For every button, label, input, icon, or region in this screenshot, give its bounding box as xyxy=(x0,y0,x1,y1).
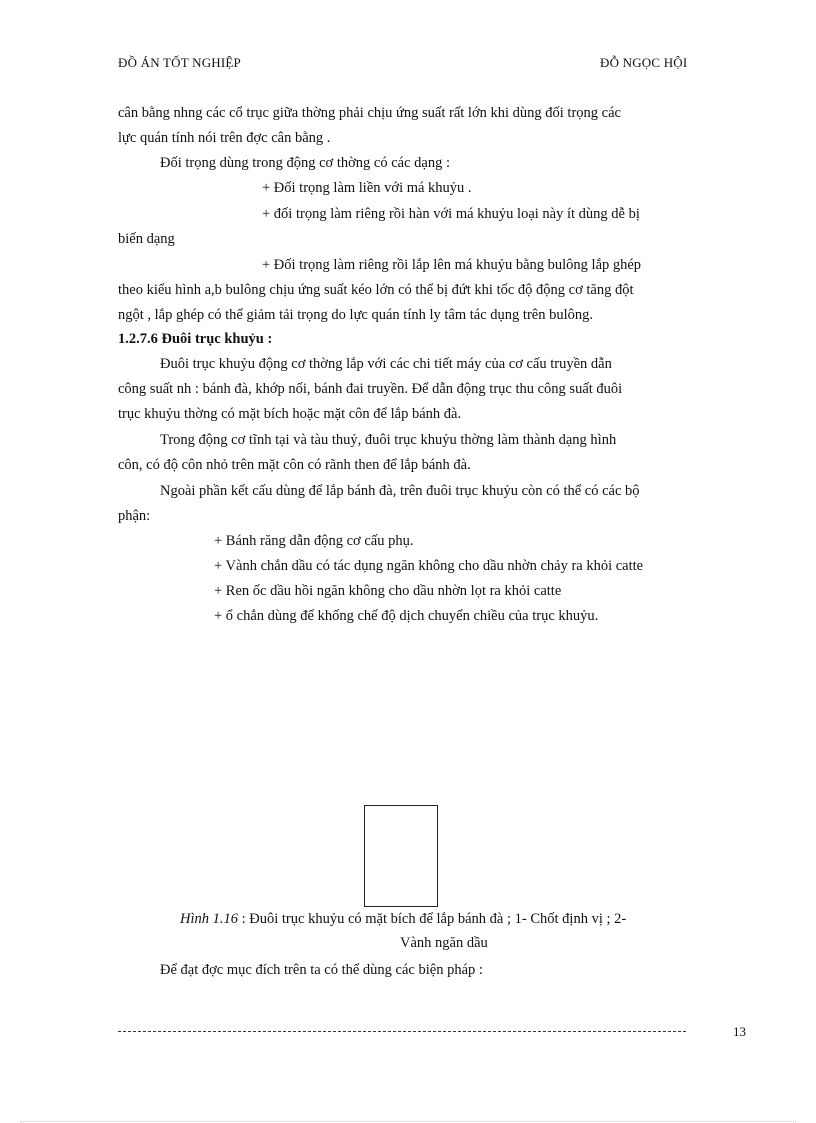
body-line: cân bằng nhng các cổ trục giữa thờng phải chịu ứng suất rất lớn khi dùng đối trọng các xyxy=(118,105,621,121)
body-line: phận: xyxy=(118,508,151,524)
body-line: Đối trọng dùng trong động cơ thờng có các dạng : xyxy=(160,155,450,171)
body-line: công suất nh : bánh đà, khớp nối, bánh đai truyền. Để dẫn động trục thu công suất đuôi xyxy=(118,381,623,397)
body-line: theo kiểu hình a,b bulông chịu ứng suất kéo lớn có thể bị đứt khi tốc độ động cơ tăng đột xyxy=(118,282,634,298)
body-line: côn, có độ côn nhỏ trên mặt côn có rãnh then để lắp bánh đà. xyxy=(118,457,471,473)
caption-text: : Đuôi trục khuỷu có mặt bích để lắp bánh đà ; 1- Chốt định vị ; 2- xyxy=(238,911,627,927)
bullet-line: + Đối trọng làm riêng rồi lắp lên má khuỷu bằng bulông lắp ghép xyxy=(262,257,642,273)
bullet-line: + đối trọng làm riêng rồi hàn với má khuỷu loại này ít dùng dễ bị xyxy=(262,206,640,222)
list-item: + Bánh răng dẫn động cơ cấu phụ. xyxy=(214,533,414,549)
body-line: Trong động cơ tĩnh tại và tàu thuỷ, đuôi trục khuỷu thờng làm thành dạng hình xyxy=(160,432,617,448)
body-line: trục khuỷu thờng có mặt bích hoặc mặt côn để lắp bánh đà. xyxy=(118,406,462,422)
list-item: + ổ chắn dùng để khống chế độ dịch chuyển chiều của trục khuỷu. xyxy=(214,608,599,624)
list-item: + Vành chắn dầu có tác dụng ngăn không cho dầu nhờn chảy ra khỏi catte xyxy=(214,558,644,574)
caption-label: Hình 1.16 xyxy=(180,911,238,927)
body-line: lực quán tính nói trên đợc cân bằng . xyxy=(118,130,331,146)
figure-caption xyxy=(180,910,626,928)
body-line: Đuôi trục khuỷu động cơ thờng lắp với các chi tiết máy của cơ cấu truyền dẫn xyxy=(160,356,612,372)
page-number: 13 xyxy=(733,1024,746,1039)
section-heading: 1.2.7.6 Đuôi trục khuỷu : xyxy=(118,331,273,347)
body-line: Ngoài phần kết cấu dùng để lắp bánh đà, trên đuôi trục khuỷu còn có thể có các bộ xyxy=(160,483,640,499)
caption-line2: Vành ngăn dầu xyxy=(400,935,488,951)
footer-rule xyxy=(118,1031,686,1032)
list-item: + Ren ốc dầu hồi ngăn không cho dầu nhờn lọt ra khỏi catte xyxy=(214,583,562,599)
body-line: Để đạt đợc mục đích trên ta có thể dùng các biện pháp : xyxy=(160,962,483,978)
page-bottom-edge xyxy=(20,1121,796,1122)
header-right: ĐỖ NGỌC HỘI xyxy=(600,55,688,70)
body-line: ngột , lắp ghép có thể giảm tải trọng do lực quán tính ly tâm tác dụng trên bulông. xyxy=(118,307,593,323)
header-left: ĐỒ ÁN TỐT NGHIỆP xyxy=(118,55,241,70)
body-line: biến dạng xyxy=(118,231,175,247)
bullet-line: + Đối trọng làm liền với má khuỷu . xyxy=(262,180,472,196)
figure-placeholder xyxy=(364,805,438,907)
